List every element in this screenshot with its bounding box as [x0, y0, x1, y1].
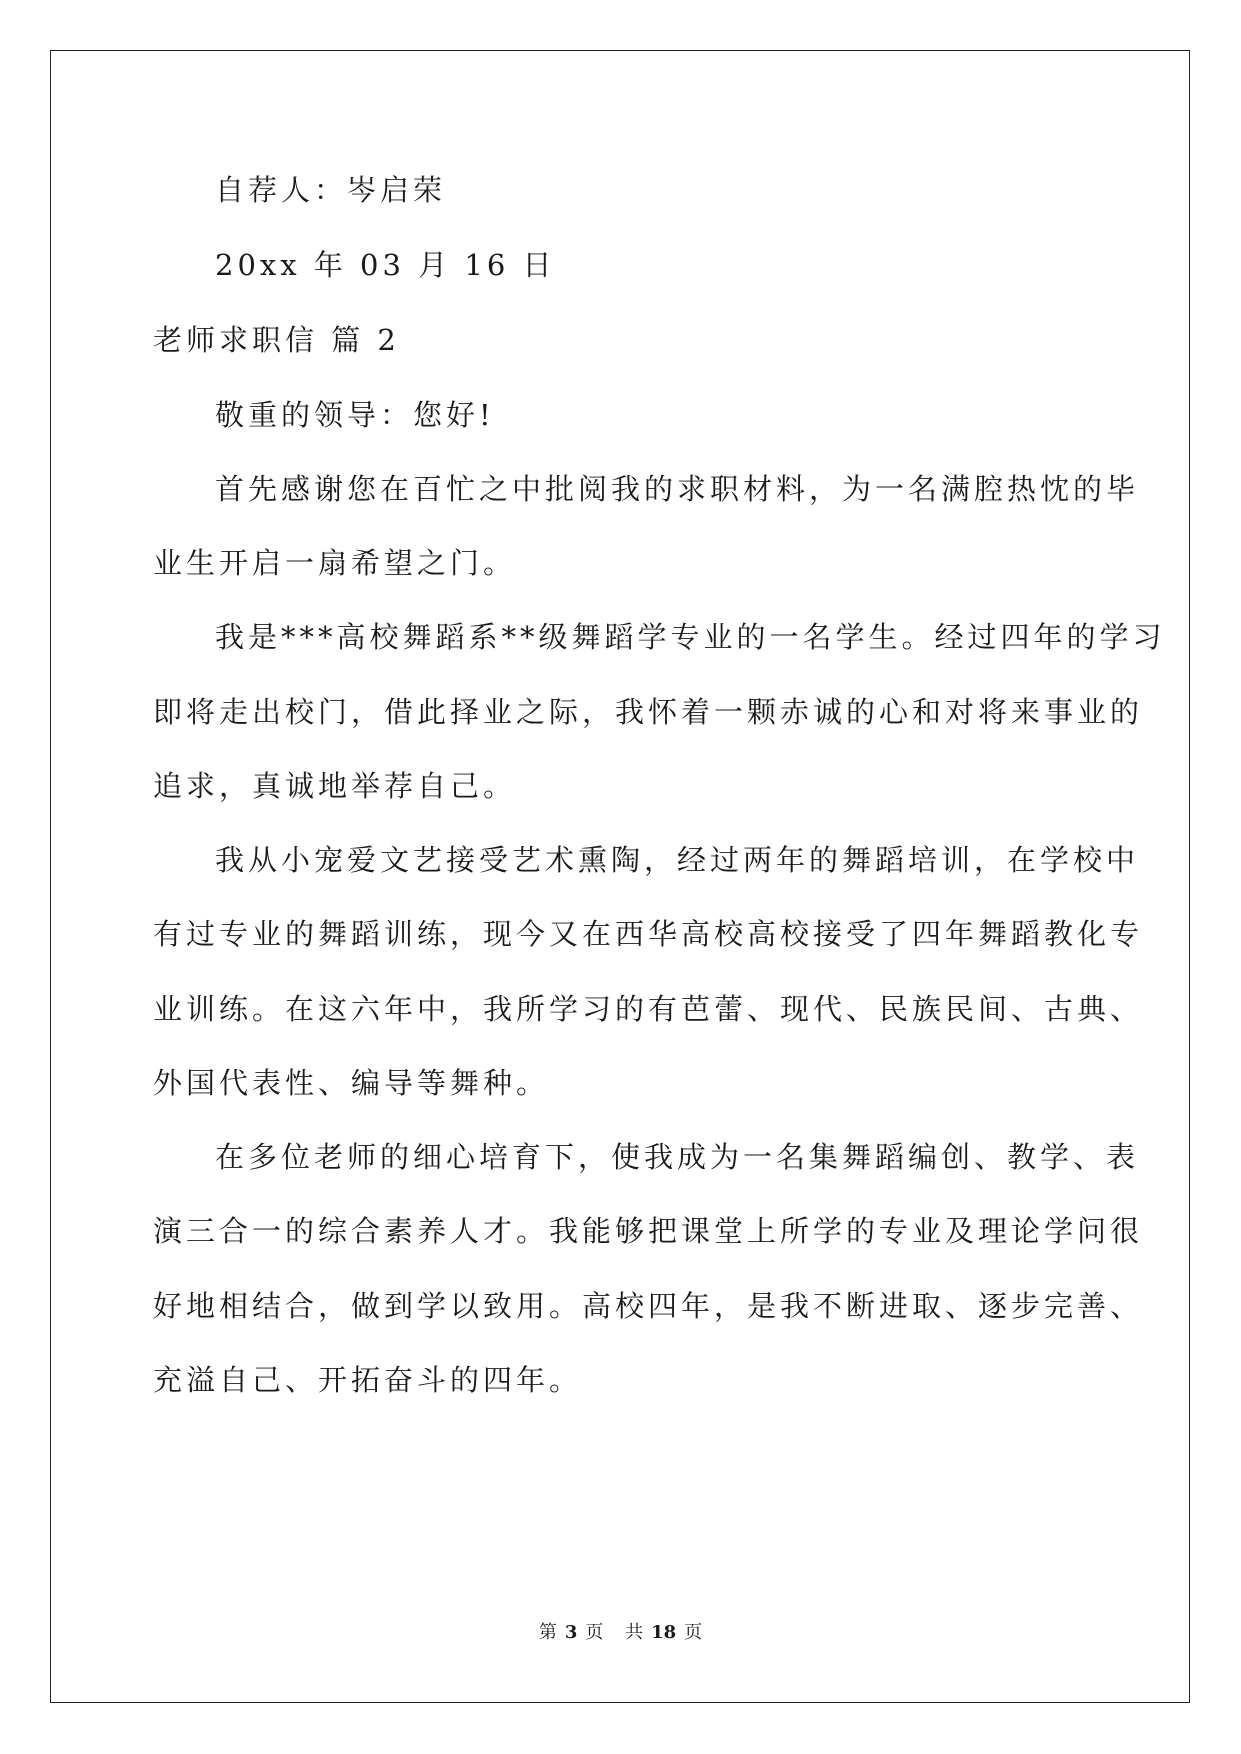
signature-line: 自荐人：岑启荣 — [215, 173, 447, 207]
date-line: 20xx 年 03 月 16 日 — [215, 248, 556, 282]
paragraph-line: 好地相结合，做到学以致用。高校四年，是我不断进取、逐步完善、 — [153, 1289, 1144, 1323]
page-total — [621, 1622, 706, 1643]
page-footer — [0, 1618, 1241, 1644]
total-suffix: 页 — [684, 1622, 703, 1643]
page-prefix: 第 — [538, 1622, 557, 1643]
paragraph-line: 业生开启一扇希望之门。 — [153, 546, 517, 580]
paragraph-line: 我从小宠爱文艺接受艺术熏陶，经过两年的舞蹈培训，在学校中 — [215, 843, 1140, 877]
paragraph-line: 在多位老师的细心培育下，使我成为一名集舞蹈编创、教学、表 — [215, 1140, 1140, 1174]
paragraph-line: 充溢自己、开拓奋斗的四年。 — [153, 1363, 583, 1397]
paragraph-line: 首先感谢您在百忙之中批阅我的求职材料，为一名满腔热忱的毕 — [215, 472, 1140, 506]
paragraph-line: 即将走出校门，借此择业之际，我怀着一颗赤诚的心和对将来事业的 — [153, 695, 1144, 729]
paragraph-line: 外国代表性、编导等舞种。 — [153, 1066, 550, 1100]
paragraph-line: 有过专业的舞蹈训练，现今又在西华高校高校接受了四年舞蹈教化专 — [153, 917, 1144, 951]
page-current: 3 — [564, 1622, 578, 1643]
section-title: 老师求职信 篇 2 — [153, 323, 400, 357]
paragraph-line: 我是***高校舞蹈系**级舞蹈学专业的一名学生。经过四年的学习 — [215, 620, 1166, 654]
page-number — [535, 1622, 608, 1643]
total-prefix: 共 — [625, 1622, 644, 1643]
paragraph-line: 追求，真诚地举荐自己。 — [153, 769, 517, 803]
paragraph-line: 业训练。在这六年中，我所学习的有芭蕾、现代、民族民间、古典、 — [153, 992, 1144, 1026]
paragraph-line: 演三合一的综合素养人才。我能够把课堂上所学的专业及理论学问很 — [153, 1214, 1144, 1248]
salutation: 敬重的领导：您好! — [215, 398, 495, 432]
page-total-number: 18 — [651, 1622, 677, 1643]
page-suffix: 页 — [585, 1622, 604, 1643]
